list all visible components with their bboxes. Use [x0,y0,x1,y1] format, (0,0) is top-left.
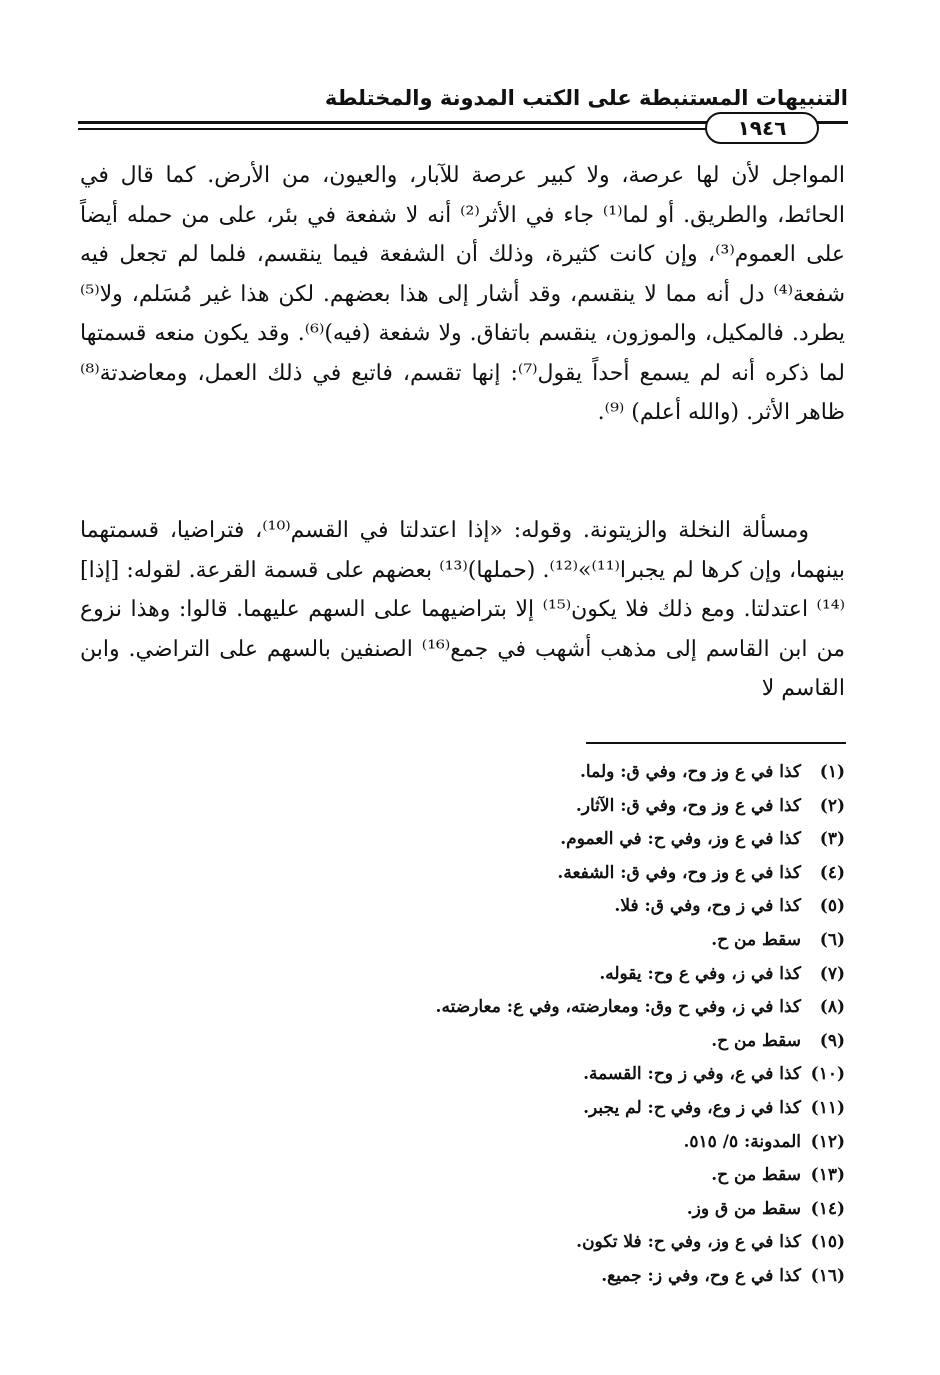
footnote-text: كذا في ع وح، وفي ز: جميع. [601,1265,801,1286]
footnote-item [80,790,845,824]
running-header: التنبيهات المستنبطة على الكتب المدونة والمختلطة [324,86,848,110]
footnote-number: (٥) [819,896,845,917]
footnote-text: كذا في ع وز، وفي ح: في العموم. [560,829,801,850]
page-number-badge: ١٩٤٦ [705,112,819,144]
footnote-text: كذا في ع وز وح، وفي ق: ولما. [580,762,801,782]
footnote-text: كذا في ز وع، وفي ح: لم يجبر. [583,1097,801,1118]
footnote-text: سقط من ق وز. [686,1198,801,1219]
footnote-number: (١٥) [810,1232,845,1253]
footnote-number: (١٤) [810,1198,845,1219]
footnote-number: (٦) [819,929,845,950]
footnote-number: (١٣) [810,1165,845,1186]
footnote-item [80,924,845,958]
footnote-item [80,756,845,790]
footnote-text: سقط من ح. [711,929,801,950]
footnote-number: (١١) [810,1097,845,1118]
body-paragraph-1: المواجل لأن لها عرصة، ولا كبير عرصة للآبار، والعيون، من الأرض. كما قال في الحائط، والطريق. أو لما⁽¹⁾ جاء في الأثر⁽²⁾ أنه لا شفعة في بئر، على من حمله أيضاً على العموم⁽³⁾، وإن كانت كثيرة، وذلك أن الشفعة فيما ينقسم، فلما لم تجعل فيه شفعة⁽⁴⁾ دل أنه مما لا ينقسم، وقد أشار إلى هذا بعضهم. لكن هذا غير مُسَلم، ولا⁽⁵⁾ يطرد. فالمكيل، والموزون، ينقسم باتفاق. ولا شفعة (فيه)⁽⁶⁾. وقد يكون منعه قسمتها لما ذكره أنه لم يسمع أحداً يقول⁽⁷⁾: إنها تقسم، فاتبع في ذلك العمل، ومعاضدتة⁽⁸⁾ ظاهر الأثر. (والله أعلم) ⁽⁹⁾. [80,163,846,425]
footnote-item [80,1226,845,1260]
footnote-text: كذا في ز، وفي ع وح: يقوله. [599,963,801,984]
footnote-item [80,890,845,924]
footnote-number: (١٦) [810,1265,845,1286]
footnote-number: (١) [819,762,845,782]
footnote-text: كذا في ز وح، وفي ق: فلا. [614,896,801,917]
footnote-item [80,1260,845,1294]
footnote-item [80,823,845,857]
footnote-number: (٩) [819,1030,845,1051]
footnote-item [80,857,845,891]
footnote-text: كذا في ز، وفي ح وق: ومعارضته، وفي ع: معارضته. [435,997,801,1018]
body-paragraph-2: ومسألة النخلة والزيتونة. وقوله: «إذا اعتدلتا في القسم⁽¹⁰⁾، فتراضيا، قسمتهما بينهما، وإن كرها لم يجبرا⁽¹¹⁾»⁽¹²⁾. (حملها)⁽¹³⁾ بعضهم على قسمة القرعة. لقوله: [إذا]⁽¹⁴⁾ اعتدلتا. ومع ذلك فلا يكون⁽¹⁵⁾ إلا بتراضيهما على السهم عليهما. قالوا: وهذا نزوع من ابن القاسم إلى مذهب أشهب في جمع⁽¹⁶⁾ الصنفين بالسهم على التراضي. وابن القاسم لا [80,518,846,701]
footnote-item [80,1092,845,1126]
footnotes-list [80,756,845,1294]
footnote-text: كذا في ع وز وح، وفي ق: الشفعة. [557,862,801,883]
footnote-number: (٣) [819,829,845,850]
footnote-number: (١٢) [810,1131,845,1152]
footnote-item [80,991,845,1025]
footnote-number: (٤) [819,862,845,883]
footnote-text: المدونة: ٥/ ٥١٥. [683,1131,801,1152]
footnote-item [80,1159,845,1193]
footnote-text: كذا في ع، وفي ز وح: القسمة. [583,1064,801,1085]
footnote-text: سقط من ح. [711,1165,801,1186]
footnote-text: سقط من ح. [711,1030,801,1051]
footnote-item [80,958,845,992]
footnote-number: (٢) [819,795,845,816]
footnote-number: (٨) [819,997,845,1018]
footnote-separator [586,742,846,744]
footnote-item [80,1058,845,1092]
footnote-item [80,1126,845,1160]
footnote-text: كذا في ع وز، وفي ح: فلا تكون. [576,1232,801,1253]
footnote-number: (٧) [819,963,845,984]
footnote-item [80,1025,845,1059]
footnote-number: (١٠) [810,1064,845,1085]
header-rule-thin [78,128,718,130]
footnote-item [80,1193,845,1227]
footnote-text: كذا في ع وز وح، وفي ق: الآثار. [575,795,801,816]
